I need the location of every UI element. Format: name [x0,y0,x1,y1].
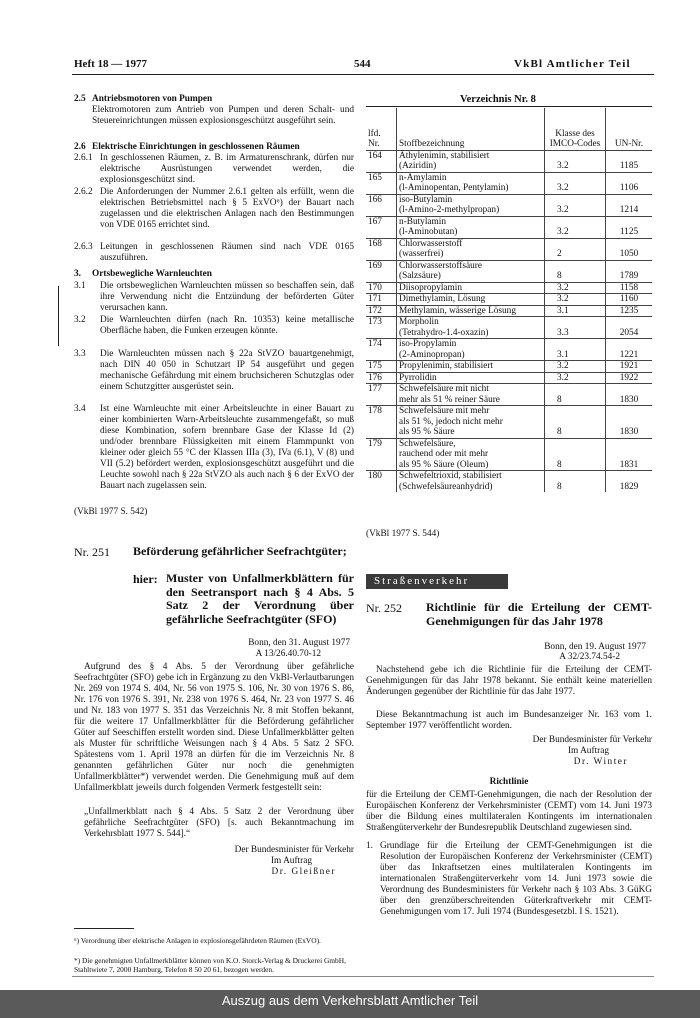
table-row [366,384,652,406]
row-substance [397,282,545,294]
nr-251-label: Nr. 251 [74,545,110,559]
substance-line: Äthylenimin, stabilisiert [399,150,490,161]
substance-line: mehr als 51 % reiner Säure [399,394,500,405]
section-3-1: 3.1 Die ortsbeweglichen Warnleuchten müssen so beschaffen sein, daß ihre Verwendung nicht die Entzündung der beförderten Güter verursachen kann. [74,281,354,313]
substance-line: Schwefelsäure mit mehr [399,406,490,416]
substance-line: n-Butylamin [399,216,446,227]
substance-line: (l-Amino-2-methylpropan) [399,205,500,215]
nr-251-sig-1: Der Bundesminister für Verkehr [234,845,354,855]
row-un: 1831 [606,438,653,471]
table-row [366,339,652,361]
substance-line: Pyrrolidin [399,372,437,383]
table-row [366,305,652,317]
section-2-6-2: 2.6.2 Die Anforderungen der Nummer 2.6.1 gelten als erfüllt, wenn die elektrischen Betriebsmittel nach § 5 ExVO⁶) der Bauart nach zugelassen und die elektrischen Anlagen nach den Bestimmungen von VDE 0165 errichtet sind. [74,187,354,230]
row-substance [397,294,545,306]
row-klasse: 8 [545,438,606,471]
row-nr: 164 [366,150,397,172]
section-3: 3. Ortsbewegliche Warnleuchten [74,269,212,279]
row-nr: 166 [366,194,397,216]
substance-line: Propylenimin, stabilisiert [399,361,493,371]
nr-252-p4: Grundlage für die Erteilung der CEMT-Genehmigungen ist die Resolution der Europäischen Konferenz der Verkehrsminister (CEMT) über das Inkraftsetzen eines multilateralen Kontingents im internationalen Straßengüterverkehr vom 14. Juni 1973 sowie die Verordnung des Bundesministers für Verkehr nach § 103 Abs. 3 GüKG über den grenzüberschreitenden Güterkraftverkehr mit CEMT-Genehmigungen vom 17. Juli 1974 (Bundesgesetzbl. I S. 1521). [380,841,652,917]
row-un: 1185 [606,150,653,172]
substance-line: (wasserfrei) [399,249,444,259]
substance-line: iso-Propylamin [399,339,457,349]
row-substance [397,471,545,493]
row-klasse: 8 [545,471,606,493]
row-un: 2054 [606,317,653,339]
row-klasse: 8 [545,406,606,439]
nr-252-sig-2: Im Auftrag [567,746,609,756]
row-un: 1830 [606,384,653,406]
nr-252-p4-num: 1. [366,841,373,851]
row-klasse: 3.2 [545,282,606,294]
substance-line: (l-Aminobutan) [399,227,458,237]
header-stoff: Stoffbezeichnung [397,108,545,150]
substance-line: Morpholin [399,317,439,327]
row-klasse: 8 [545,260,606,282]
substance-line: Schwefeltrioxid, stabilisiert [399,471,502,481]
row-klasse: 3.1 [545,305,606,317]
nr-251-title: Beförderung gefährlicher Seefrachtgüter; [133,544,347,558]
substance-line: Methylamin, wässerige Lösung [399,305,516,316]
reference-542: (VkBl 1977 S. 542) [74,507,148,517]
substance-line: als 95 % Säure (Oleum) [399,459,489,470]
row-un: 1214 [606,194,653,216]
row-nr: 178 [366,406,397,439]
margin-bar [58,286,59,346]
table-row [366,406,652,439]
substance-line: rauchend oder mit mehr [399,449,489,459]
row-substance [397,317,545,339]
table-row [366,216,652,238]
section-2-6: 2.6 Elektrische Einrichtungen in geschlossenen Räumen [74,142,300,152]
row-substance [397,305,545,317]
row-substance [397,150,545,172]
row-nr: 169 [366,260,397,282]
section-3-3: 3.3 Die Warnleuchten müssen nach § 22a StVZO bauartgenehmigt, nach DIN 40 050 in Schutzart IP 54 ausgeführt und gegen mechanische Gefährdung mit einem bruchsicheren Schutzglas oder einem Schutzgitter ausgerüstet sein. [74,349,354,392]
substance-line: (2-Aminopropan) [399,349,465,360]
row-klasse: 3.2 [545,150,606,172]
substance-line: als 95 % Säure [399,427,455,437]
row-un: 1922 [606,372,653,384]
substance-line: Chlorwasserstoffsäure [399,260,482,271]
nr-252-title: Richtlinie für die Erteilung der CEMT-Genehmigungen für das Jahr 1978 [426,600,652,628]
row-nr: 174 [366,339,397,361]
nr-251-date: Bonn, den 31. August 1977 [248,638,350,648]
row-un: 1158 [606,282,653,294]
nr-252-p1: Nachstehend gebe ich die Richtlinie für die Erteilung der CEMT-Genehmigungen für das Jahr 1978 bekannt. Sie enthält keine materiellen Änderungen gegenüber der Richtlinie für das Jahr 1977. [366,665,652,697]
row-nr: 168 [366,238,397,260]
row-un: 1050 [606,238,653,260]
nr-251-hier: hier: [133,572,158,586]
nr-252-az: A 32/23.74.54-2 [559,652,620,662]
row-klasse: 3.2 [545,194,606,216]
row-substance [397,361,545,373]
nr-252-p2: Diese Bekanntmachung ist auch im Bundesanzeiger Nr. 163 vom 1. September 1977 veröffentlicht worden. [366,710,652,731]
table-row [366,294,652,306]
row-nr: 171 [366,294,397,306]
substance-line: n-Amylamin [399,172,447,183]
row-klasse: 3.2 [545,294,606,306]
row-substance [397,438,545,471]
header-klasse: Klasse des IMCO-Codes [545,108,606,150]
reference-544: (VkBl 1977 S. 544) [366,529,440,539]
richtlinie-heading: Richtlinie [489,777,529,787]
table-top-rule [366,106,652,107]
row-substance [397,216,545,238]
row-un: 1829 [606,471,653,493]
row-nr: 176 [366,372,397,384]
nr-252-sig-3: Dr. Winter [573,757,628,767]
nr-252-sig-1: Der Bundesminister für Verkehr [532,735,652,745]
table-row [366,194,652,216]
row-nr: 173 [366,317,397,339]
section-banner: Straßenverkehr [366,574,508,589]
table-row [366,282,652,294]
footnote-star: *) Die genehmigten Unfallmerkblätter können von K.O. Storck-Verlag & Druckerei GmbH, Stahltwiete 7, 2000 Hamburg, Telefon 8 50 20 61, bezogen werden. [74,956,346,974]
substance-line: Dimethylamin, Lösung [399,294,486,304]
row-klasse: 8 [545,384,606,406]
substance-table [366,108,652,492]
row-klasse: 3.1 [545,339,606,361]
row-un: 1160 [606,294,653,306]
table-row [366,438,652,471]
section-2-6-1: 2.6.1 In geschlossenen Räumen, z. B. im Armaturenschrank, dürfen nur elektrische Ausrüstungen verwendet werden, die explosionsgeschützt sind. [74,153,354,185]
header-un: UN-Nr. [614,139,644,149]
row-nr: 170 [366,282,397,294]
substance-line: (Salzsäure) [399,271,441,281]
section-3-2: 3.2 Die Warnleuchten dürfen (nach Rn. 10353) keine metallische Oberfläche haben, die Funken erzeugen könnte. [74,315,354,336]
row-nr: 167 [366,216,397,238]
table-row [366,260,652,282]
section-3-4: 3.4 Ist eine Warnleuchte mit einer Arbeitsleuchte in einer Bauart zu einer kombinierten Warn-Arbeitsleuchte zusammengefaßt, so muß diese Kombination, sofern brennbare Gase der Klasse Id (2) und/oder brennbare Flüssigkeiten mit einem Flammpunkt von kleiner oder gleich 55 °C der Klassen IIIa (3), IVa (6.1), V (8) und VII (5.2) befördert werden, explosionsgeschützt ausgeführt und die Leuchte sowohl nach § 22a StVZO als auch nach § 6 der ExVO der Bauart nach zugelassen sein. [74,404,354,491]
substance-line: Schwefelsäure mit nicht [399,384,489,394]
substance-line: (l-Aminopentan, Pentylamin) [399,183,509,193]
nr-252-date: Bonn, den 19. August 1977 [544,642,646,652]
substance-line: (Tetrahydro-1.4-oxazin) [399,327,489,338]
row-klasse: 3.2 [545,216,606,238]
row-substance [397,372,545,384]
nr-251-quote: „Unfallmerkblatt nach § 4 Abs. 5 Satz 2 der Verordnung über gefährliche Seefrachtgüter (SFO) [s. auch Bekanntmachung im Verkehrsblatt 1977 S. 544].“ [84,807,354,839]
nr-251-body: Aufgrund des § 4 Abs. 5 der Verordnung über gefährliche Seefrachtgüter (SFO) gebe ich in Ergänzung zu den VkBl-Verlautbarungen Nr. 269 von 1974 S. 404, Nr. 56 von 1975 S. 106, Nr. 30 von 1976 S. 86, Nr. 176 von 1976 S. 391, Nr. 238 von 1976 S. 464, Nr. 23 von 1977 S. 46 und Nr. 183 von 1977 S. 351 das Verzeichnis Nr. 8 mit Stoffen bekannt, für die weitere 17 Unfallmerkblätter für die Beförderung gefährlicher Güter auf Seeschiffen erstellt worden sind. Diese Unfallmerkblätter gelten als Muster für schriftliche Weisungen nach § 4 Abs. 5 Satz 2 SFO. Spätestens vom 1. April 1978 an dürfen für die im Verzeichnis Nr. 8 genannten gefährlichen Güter nur noch die genehmigten Unfallmerkblätter*) verwendet werden. Die Genehmigung muß auf dem Unfallmerkblatt jeweils durch folgenden Vermerk festgestellt sein: [74,662,354,793]
substance-line: (Schwefelsäureanhydrid) [399,481,493,492]
row-klasse: 3.2 [545,361,606,373]
substance-line: iso-Butylamin [399,194,453,205]
table-row [366,372,652,384]
footnote-6: ⁶) Verordnung über elektrische Anlagen in explosionsgefährdeten Räumen (ExVO). [74,936,321,945]
header-issue: Heft 18 — 1977 [74,58,148,70]
section-2-5: 2.5 Antriebsmotoren von Pumpen Elektromotoren zum Antrieb von Pumpen und deren Schalt- und Steuereinrichtungen müssen explosionsgeschützt ausgeführt sein. [74,94,354,126]
row-substance [397,260,545,282]
row-nr: 165 [366,172,397,194]
table-caption: Verzeichnis Nr. 8 [460,94,536,105]
row-klasse: 3.2 [545,372,606,384]
row-nr: 172 [366,305,397,317]
substance-line: als 51 %, jedoch nicht mehr [399,416,503,427]
header-journal: VkBl Amtlicher Teil [514,58,631,70]
row-un: 1125 [606,216,653,238]
table-row [366,150,652,172]
table-row [366,238,652,260]
row-un: 1830 [606,406,653,439]
row-substance [397,194,545,216]
row-un: 1106 [606,172,653,194]
row-nr: 175 [366,361,397,373]
row-substance [397,384,545,406]
footnote-rule [74,928,134,929]
table-row [366,317,652,339]
nr-251-sig-3: Dr. Gleißner [271,867,336,877]
nr-251-az: A 13/26.40.70-12 [255,649,321,659]
row-substance [397,339,545,361]
row-substance [397,406,545,439]
page-number: 544 [354,58,371,70]
row-substance [397,172,545,194]
substance-line: Chlorwasserstoff [399,238,463,249]
substance-line: (Aziridin) [399,161,437,171]
row-klasse: 3.3 [545,317,606,339]
nr-251-subtitle: Muster von Unfallmerkblättern für den Seetransport nach § 4 Abs. 5 Satz 2 der Verordnung über gefährliche Seefrachtgüter (SFO) [166,571,354,626]
footer-banner: Auszug aus dem Verkehrsblatt Amtlicher Teil [0,990,700,1018]
row-un: 1921 [606,361,653,373]
substance-line: Schwefelsäure, [399,438,456,449]
row-klasse: 2 [545,238,606,260]
nr-252-label: Nr. 252 [366,601,402,615]
row-un: 1235 [606,305,653,317]
row-substance [397,238,545,260]
table-row [366,172,652,194]
substance-line: Diisopropylamin [399,282,463,293]
row-un: 1221 [606,339,653,361]
table-row [366,361,652,373]
row-nr: 180 [366,471,397,493]
nr-252-p3: für die Erteilung der CEMT-Genehmigungen, die nach der Resolution der Europäischen Konferenz der Verkehrsminister (CEMT) vom 14. Juni 1973 über die Bildung eines multilateralen Kontingents im internationalen Straßengüterverkehr der Bundesrepublik Deutschland zugewiesen sind. [366,790,652,833]
nr-251-sig-2: Im Auftrag [270,856,312,866]
table-row [366,471,652,493]
row-nr: 179 [366,438,397,471]
footer-rule [72,976,654,977]
row-klasse: 3.2 [545,172,606,194]
section-2-6-3: 2.6.3 Leitungen in geschlossenen Räumen sind nach VDE 0165 auszuführen. [74,242,354,263]
header-nr: lfd. Nr. [366,108,397,150]
row-un: 1789 [606,260,653,282]
header-rule [72,74,654,75]
row-nr: 177 [366,384,397,406]
